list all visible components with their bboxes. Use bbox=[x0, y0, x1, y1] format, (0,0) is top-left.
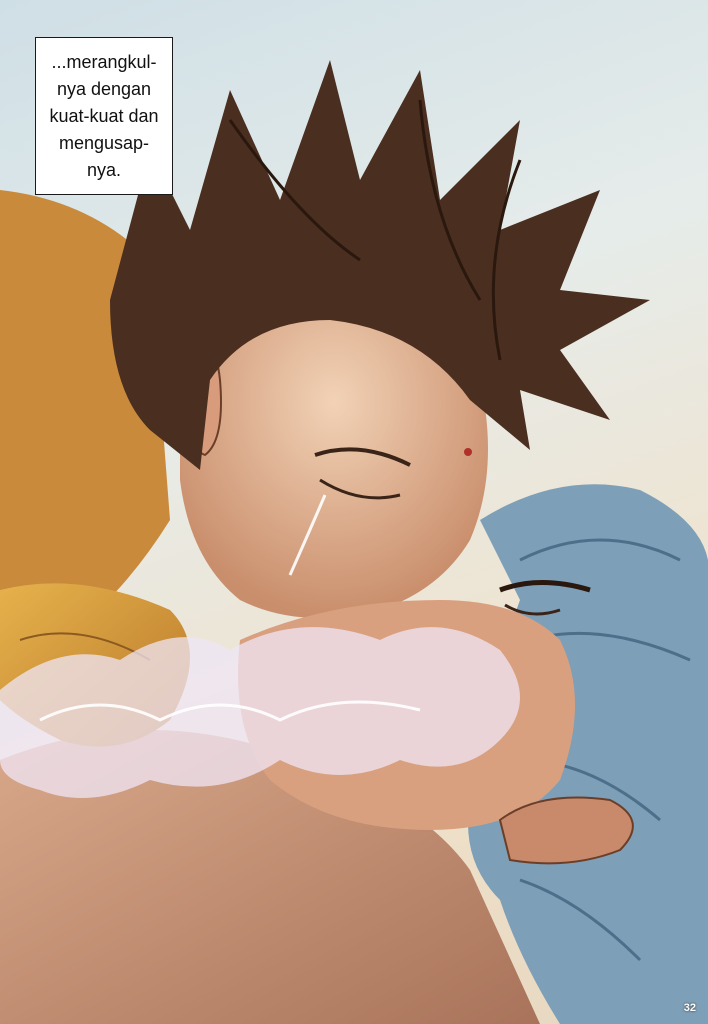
page-number: 32 bbox=[683, 1002, 696, 1014]
caption-line: kuat-kuat dan bbox=[49, 105, 159, 126]
lower-ear bbox=[500, 798, 633, 864]
caption-line: nya. bbox=[86, 159, 122, 180]
caption-line: mengusap- bbox=[58, 132, 150, 153]
caption-line: nya dengan bbox=[56, 78, 152, 99]
narration-caption bbox=[35, 37, 173, 195]
caption-line: ...merangkul- bbox=[51, 51, 157, 72]
